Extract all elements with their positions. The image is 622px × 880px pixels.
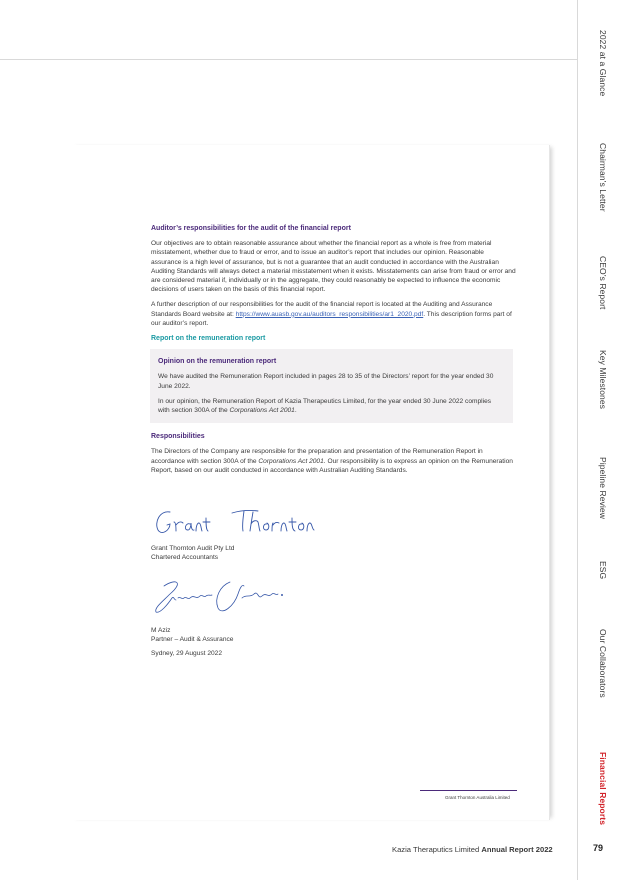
tab-label: Chairman’s Letter [598, 143, 608, 212]
page-footer [392, 845, 553, 854]
grant-thornton-signature [150, 500, 330, 540]
text-span: . This description forms part of our auditor’s report. [151, 310, 512, 327]
auditor-paragraph-1: Our objectives are to obtain reasonable assurance about whether the financial report as a whole is free from material misstatement, whether due to fraud or error, and to issue an auditor’s report that includes our opinion. Reasonable assurance is a high level of assurance, but is not a guarantee that an audit conducted in accordance with the Australian Auditing Standards will always detect a material misstatement when it exists. Misstatements can arise from fraud or error and are considered material if, individually or in the aggregate, they could reasonably be expected to influence the economic decisions of users taken on the basis of this financial report. [151, 240, 516, 294]
firm-block [151, 544, 234, 562]
tab-label: Pipeline Review [598, 457, 608, 519]
signing-date: Sydney, 29 August 2022 [151, 650, 222, 657]
footer-company: Kazia Theraputics Limited [392, 845, 482, 854]
tab-label: Our Collaborators [598, 629, 608, 698]
footer-document: Annual Report 2022 [481, 845, 553, 854]
act-name: Corporations Act 2001 [229, 407, 295, 415]
section-sidebar [578, 0, 622, 840]
opinion-heading: Opinion on the remuneration report [158, 358, 277, 366]
tab-label: Key Milestones [598, 350, 608, 410]
footnote-entity: Grant Thornton Australia Limited [445, 795, 510, 800]
text-span: . [294, 407, 297, 415]
partner-signature [150, 574, 290, 622]
responsibilities-heading: Responsibilities [151, 433, 205, 441]
auditor-responsibilities-heading: Auditor’s responsibilities for the audit of the financial report [151, 225, 351, 232]
top-rule [0, 59, 577, 60]
firm-name: Grant Thornton Audit Pty Ltd [151, 545, 235, 552]
opinion-paragraph-2 [158, 397, 504, 415]
opinion-box [150, 349, 513, 423]
firm-role: Chartered Accountants [151, 554, 219, 562]
tab-label: ESG [598, 561, 608, 580]
responsibilities-paragraph [151, 447, 516, 475]
tab-label: 2022 at a Glance [598, 30, 608, 97]
opinion-paragraph-1: We have audited the Remuneration Report included in pages 28 to 35 of the Directors’ report for the year ended 30 June 2022. [158, 373, 494, 390]
partner-block [151, 626, 233, 644]
footnote-rule [420, 790, 517, 791]
text-span: A further description of our responsibilities for the audit of the financial report is located at the Auditing and Assurance Standards Board website at: [151, 301, 493, 318]
auditor-paragraph-2 [151, 300, 516, 328]
text-span: . Our responsibility is to express an opinion on the Remuneration Report, based on our audit conducted in accordance with Australian Auditing Standards. [151, 457, 513, 474]
tab-label: CEO’s Report [598, 256, 608, 310]
partner-name: M Aziz [151, 627, 171, 634]
report-body [151, 224, 516, 481]
remuneration-report-heading: Report on the remuneration report [151, 335, 266, 343]
text-span: In our opinion, the Remuneration Report of Kazia Therapeutics Limited, for the year ended 30 June 2022 complies with section 300A of the [158, 397, 492, 415]
partner-role: Partner – Audit & Assurance [151, 636, 234, 644]
text-span: The Directors of the Company are responsible for the preparation and presentation of the Remuneration Report in accordance with section 300A of the [151, 448, 483, 465]
auasb-link[interactable]: https://www.auasb.gov.au/auditors_responsibilities/ar1_2020.pdf [235, 310, 424, 318]
tab-label: Financial Reports [598, 752, 608, 826]
act-name: Corporations Act 2001 [258, 457, 324, 465]
page-number: 79 [593, 843, 604, 853]
